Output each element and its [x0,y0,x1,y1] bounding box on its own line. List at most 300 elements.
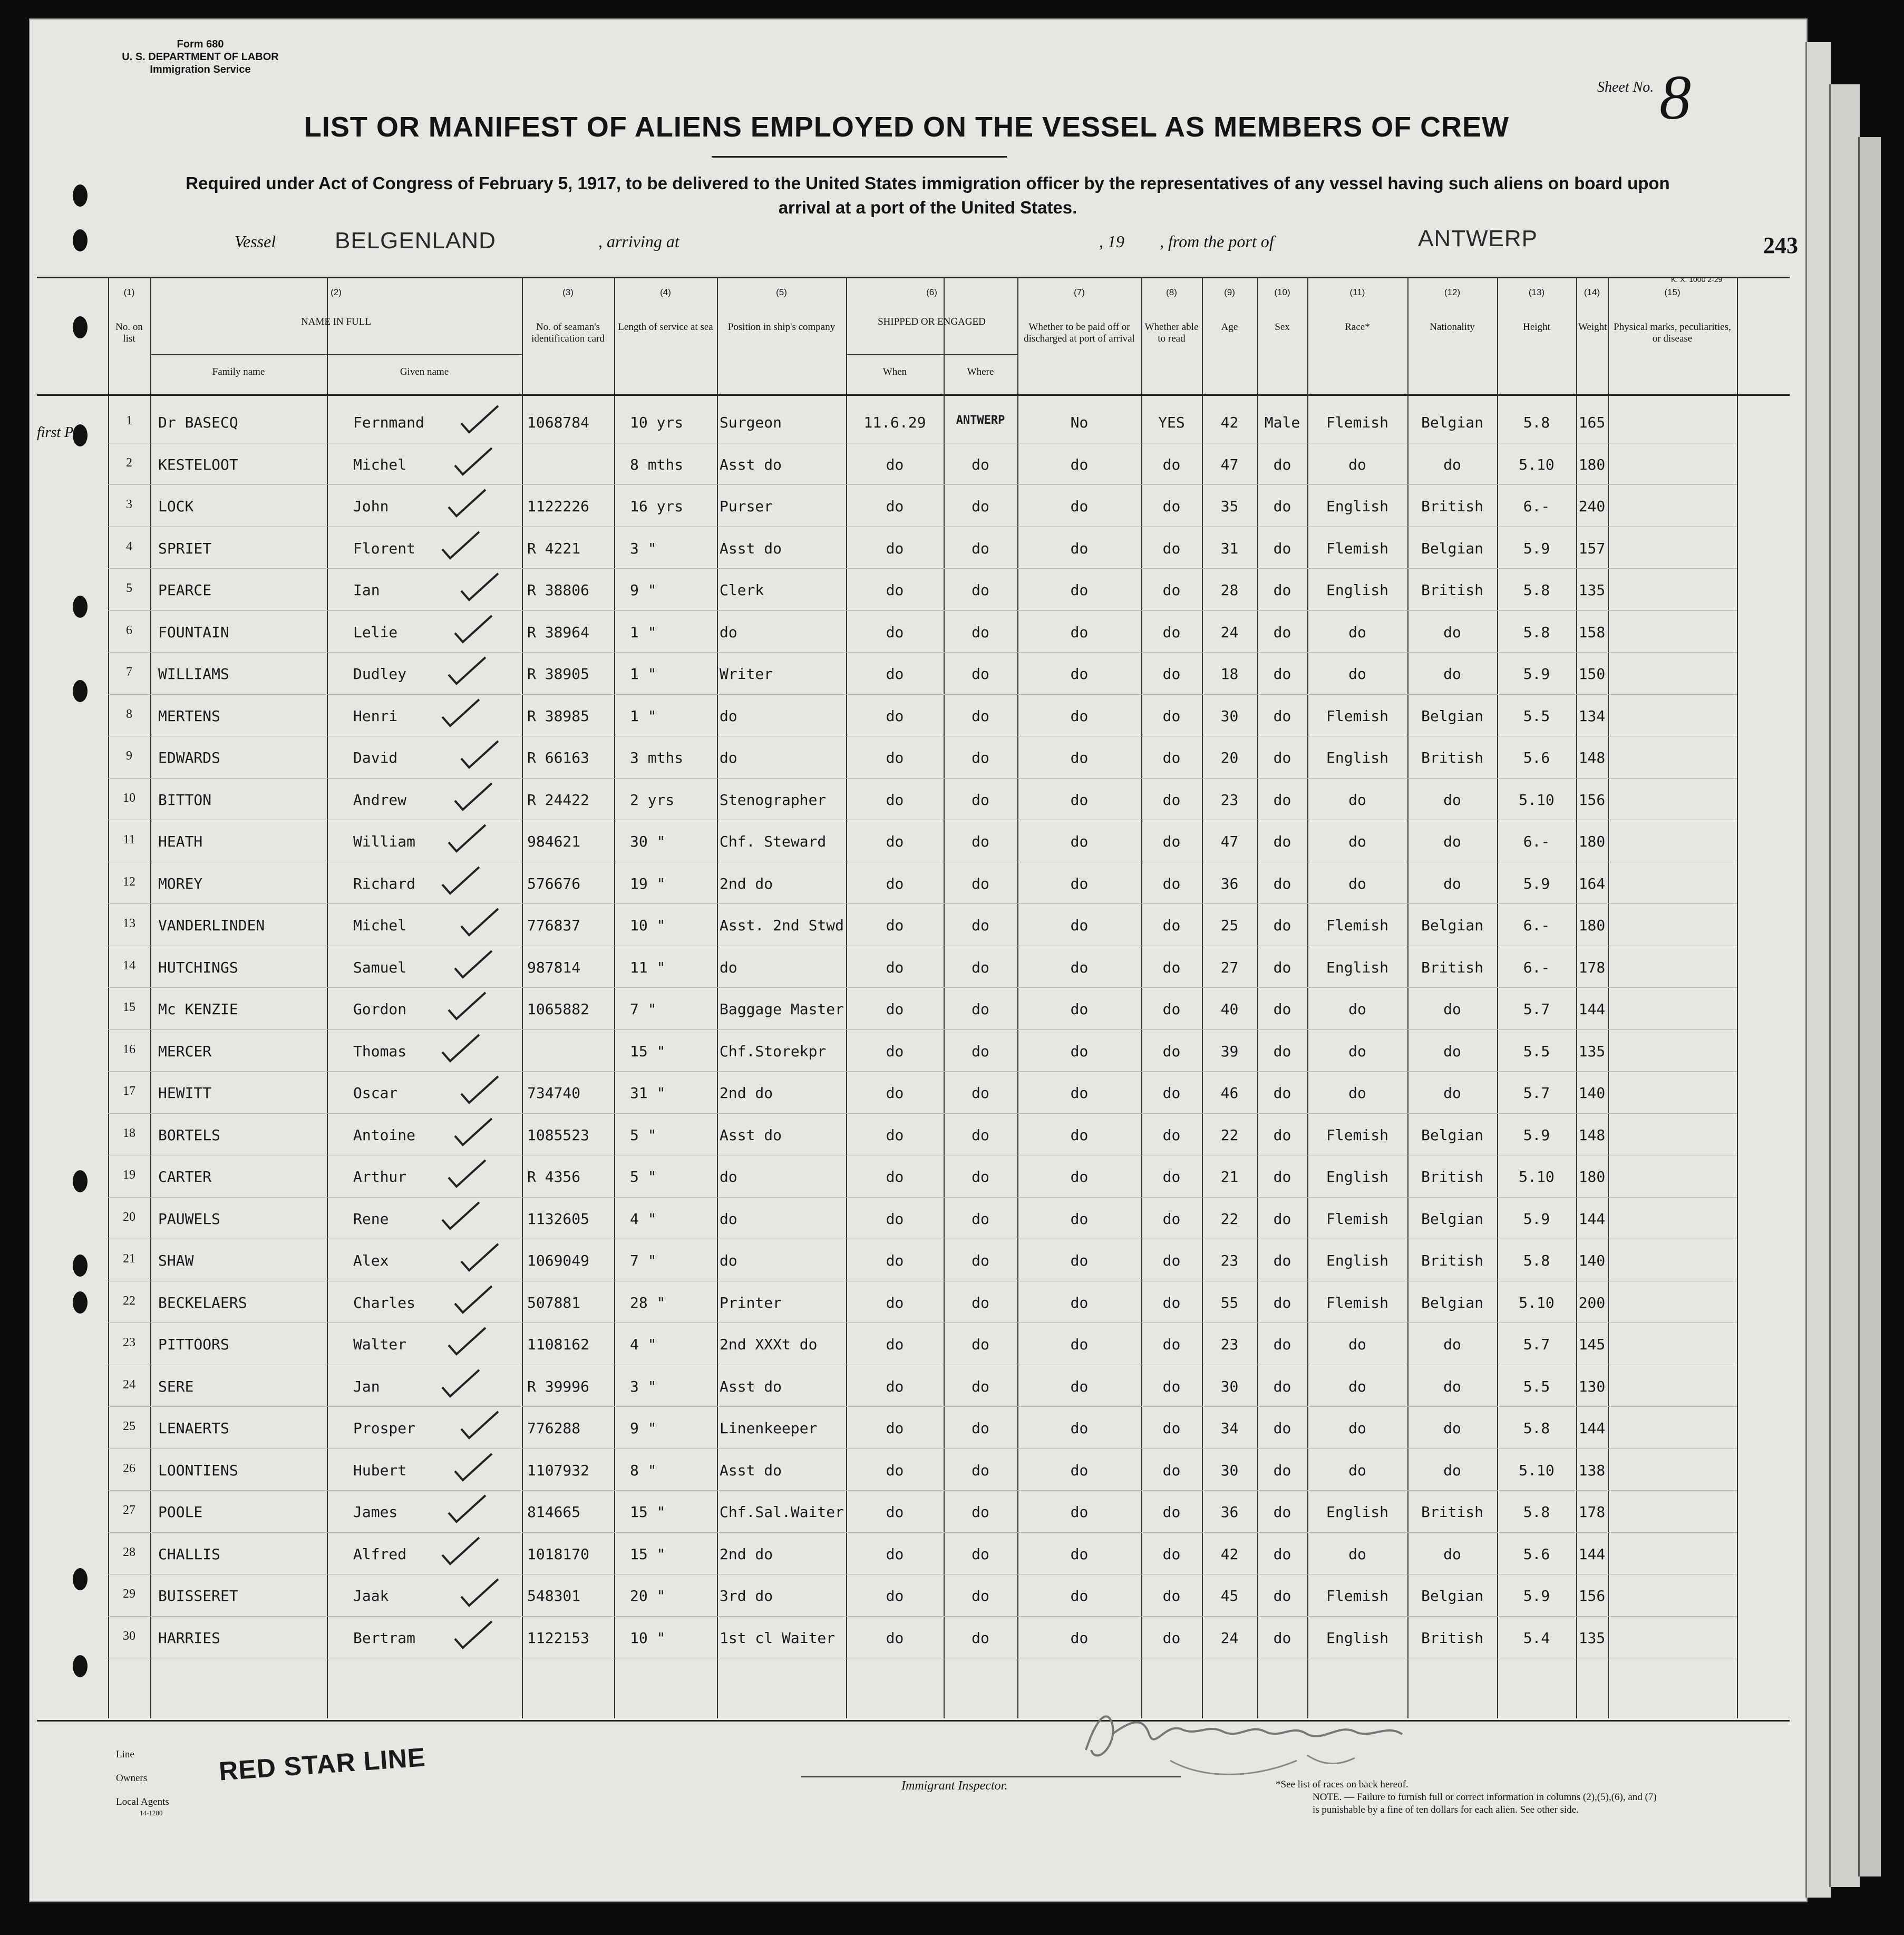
table-cell-sex: do [1273,1503,1291,1521]
table-cell-age: 21 [1220,1168,1239,1185]
table-cell-nationality: do [1443,1042,1461,1060]
table-cell-given: Prosper [353,1419,416,1437]
table-cell-where: do [972,958,989,976]
table-cell-where: do [972,707,989,725]
column-rule [846,277,847,1718]
table-cell-where: do [972,623,989,641]
table-cell-when: do [886,1377,904,1395]
table-cell-service: 10 " [630,1629,666,1647]
table-cell-family: CARTER [158,1168,212,1185]
check-mark-icon [440,697,482,728]
check-mark-icon [446,1158,488,1189]
table-cell-race: English [1326,1503,1388,1521]
table-cell-sex: do [1273,749,1291,766]
table-cell-family: EDWARDS [158,749,221,766]
table-cell-read: do [1162,917,1181,934]
table-cell-given: Jan [353,1377,380,1395]
table-cell-card: 987814 [527,958,581,976]
table-cell-where: do [972,1210,989,1228]
table-cell-sex: do [1273,1419,1291,1437]
table-cell-age: 18 [1220,665,1239,683]
table-cell-read: do [1162,665,1181,683]
table-cell-race: do [1348,1461,1366,1479]
table-cell-no: 10 [123,791,135,805]
table-cell-position: Linenkeeper [720,1419,818,1437]
table-cell-family: WILLIAMS [158,665,229,683]
table-cell-sex: do [1273,1000,1291,1018]
column-number: (12) [1444,287,1461,297]
table-cell-race: do [1348,874,1366,892]
table-cell-service: 8 " [630,1461,657,1479]
check-mark-icon [459,738,501,770]
table-cell-family: PAUWELS [158,1210,221,1228]
table-cell-given: Walter [353,1336,407,1353]
table-cell-card: R 39996 [527,1377,590,1395]
column-rule [1497,277,1498,1718]
table-cell-paid: do [1070,455,1089,473]
table-cell-given: Alfred [353,1545,407,1563]
table-cell-height: 6.- [1523,498,1550,515]
table-cell-read: do [1162,1168,1181,1185]
table-cell-service: 7 " [630,1000,657,1018]
table-cell-age: 20 [1220,749,1239,766]
row-rule [108,568,1737,569]
table-cell-where: do [972,1126,989,1144]
table-cell-when: do [886,665,904,683]
table-cell-where: do [972,1042,989,1060]
table-cell-family: PEARCE [158,581,212,599]
table-cell-when: do [886,1000,904,1018]
table-cell-card: R 38806 [527,581,590,599]
check-mark-icon [446,822,488,854]
table-cell-service: 4 " [630,1336,657,1353]
table-cell-service: 30 " [630,833,666,850]
table-cell-service: 10 " [630,917,666,934]
table-cell-card: R 4221 [527,539,581,557]
row-rule [108,1197,1737,1198]
table-cell-sex: do [1273,1461,1291,1479]
table-cell-read: do [1162,1419,1181,1437]
table-cell-position: Surgeon [720,414,782,431]
table-cell-position: 2nd do [720,1084,773,1102]
table-cell-family: SPRIET [158,539,212,557]
table-cell-weight: 134 [1578,707,1606,725]
column-number: (4) [660,287,671,297]
row-rule [108,778,1737,779]
table-cell-sex: do [1273,707,1291,725]
table-cell-service: 1 " [630,707,657,725]
check-mark-icon [452,1619,494,1650]
table-cell-given: David [353,749,398,766]
table-cell-where: do [972,665,989,683]
stamp-number: 243 [1763,232,1798,258]
table-cell-given: Bertram [353,1629,416,1647]
table-cell-where: do [972,1252,989,1269]
table-cell-when: do [886,1084,904,1102]
table-cell-sex: do [1273,1210,1291,1228]
table-cell-position: Printer [720,1294,782,1311]
table-cell-family: VANDERLINDEN [158,917,265,934]
table-cell-read: do [1162,1587,1181,1605]
form-header-block [100,38,300,76]
check-mark-icon [440,864,482,896]
table-cell-where: do [972,1629,989,1647]
table-cell-paid: do [1070,707,1089,725]
column-rule [1202,277,1203,1718]
table-cell-when: do [886,539,904,557]
check-mark-icon [459,1074,501,1105]
table-cell-where: do [972,1294,989,1311]
column-number: (5) [776,287,787,297]
table-cell-height: 5.7 [1523,1336,1550,1353]
table-cell-age: 39 [1220,1042,1239,1060]
table-cell-when: do [886,707,904,725]
table-cell-family: LENAERTS [158,1419,229,1437]
check-mark-icon [452,445,494,477]
table-cell-no: 12 [123,874,135,889]
table-cell-given: Charles [353,1294,416,1311]
year-label: , 19 [1099,232,1124,251]
table-cell-nationality: do [1443,1336,1461,1353]
table-cell-nationality: Belgian [1421,1587,1483,1605]
table-cell-read: do [1162,455,1181,473]
table-cell-height: 5.5 [1523,1042,1550,1060]
table-cell-weight: 148 [1578,749,1606,766]
table-cell-card: R 38985 [527,707,590,725]
table-cell-family: HUTCHINGS [158,958,238,976]
table-cell-paid: do [1070,1587,1089,1605]
table-cell-paid: do [1070,833,1089,850]
subtitle-line-1: Required under Act of Congress of February 5, 1917, to be delivered to the United States immigration officer by the representatives of any vessel having such aliens on board upon [186,173,1670,193]
table-cell-nationality: do [1443,623,1461,641]
table-cell-position: 2nd do [720,1545,773,1563]
table-cell-age: 24 [1220,1629,1239,1647]
table-cell-family: BITTON [158,791,212,809]
table-cell-given: Hubert [353,1461,407,1479]
arriving-label: , arriving at [598,232,679,251]
table-cell-position: do [720,749,737,766]
table-cell-card: 1068784 [527,414,590,431]
table-cell-given: Antoine [353,1126,416,1144]
table-cell-nationality: do [1443,1461,1461,1479]
table-cell-family: BUISSERET [158,1587,238,1605]
table-cell-given: James [353,1503,398,1521]
table-cell-family: LOONTIENS [158,1461,238,1479]
column-rule [614,277,615,1718]
table-cell-height: 5.8 [1523,623,1550,641]
column-subheader: Where [967,366,994,377]
table-cell-no: 3 [126,498,132,511]
column-header: Whether able to read [1144,322,1199,344]
column-rule [1017,277,1018,1718]
column-header: Weight [1578,322,1607,333]
column-header: No. of seaman's identification card [531,322,605,344]
table-cell-sex: do [1273,958,1291,976]
row-rule [108,610,1737,611]
table-cell-nationality: do [1443,1377,1461,1395]
table-cell-sex: do [1273,1336,1291,1353]
table-cell-position: Purser [720,498,773,515]
check-mark-icon [459,571,501,602]
penalty-note-line-2: is punishable by a fine of ten dollars for each alien. See other side. [1313,1804,1579,1815]
table-cell-when: do [886,1126,904,1144]
table-cell-service: 2 yrs [630,791,675,809]
table-cell-paid: do [1070,1545,1089,1563]
table-cell-service: 3 " [630,1377,657,1395]
table-cell-no: 7 [126,665,132,679]
table-cell-height: 5.8 [1523,1503,1550,1521]
table-cell-when: do [886,1168,904,1185]
table-cell-paid: do [1070,1084,1089,1102]
table-cell-weight: 135 [1578,581,1606,599]
table-cell-paid: do [1070,1461,1089,1479]
table-cell-no: 14 [123,958,135,973]
table-cell-position: 3rd do [720,1587,773,1605]
table-cell-height: 5.9 [1523,1587,1550,1605]
table-cell-height: 5.10 [1519,1461,1555,1479]
table-cell-where: do [972,455,989,473]
table-cell-where: do [972,1168,989,1185]
table-cell-family: LOCK [158,498,194,515]
table-cell-family: HARRIES [158,1629,221,1647]
table-cell-read: do [1162,1084,1181,1102]
table-cell-given: Richard [353,874,416,892]
check-mark-icon [459,403,501,435]
table-cell-paid: do [1070,1252,1089,1269]
table-cell-weight: 165 [1578,414,1606,431]
column-header: Height [1523,322,1550,333]
table-cell-where: do [972,539,989,557]
table-cell-paid: do [1070,1503,1089,1521]
table-cell-service: 1 " [630,665,657,683]
table-cell-when: do [886,1210,904,1228]
table-cell-race: do [1348,665,1366,683]
table-cell-nationality: Belgian [1421,707,1483,725]
row-rule [108,1532,1737,1533]
table-cell-sex: do [1273,874,1291,892]
table-cell-service: 9 " [630,581,657,599]
table-cell-read: do [1162,791,1181,809]
sheet-label: Sheet No. [1597,79,1654,95]
table-cell-service: 16 yrs [630,498,684,515]
table-cell-family: HEWITT [158,1084,212,1102]
table-cell-service: 15 " [630,1545,666,1563]
table-cell-service: 4 " [630,1210,657,1228]
table-cell-no: 30 [123,1629,135,1643]
table-cell-read: do [1162,833,1181,850]
table-cell-age: 30 [1220,707,1239,725]
inspector-label: Immigrant Inspector. [901,1779,1008,1793]
table-cell-no: 22 [123,1294,135,1308]
table-cell-height: 5.6 [1523,1545,1550,1563]
table-cell-height: 6.- [1523,958,1550,976]
table-cell-height: 5.7 [1523,1084,1550,1102]
column-rule [1608,277,1609,1718]
table-cell-no: 15 [123,1000,135,1014]
column-number: (6) [926,287,937,297]
table-cell-no: 5 [126,581,132,595]
vessel-label: Vessel [235,232,276,251]
column-header: Physical marks, peculiarities, or disease [1614,322,1731,344]
column-rule [944,277,945,1718]
table-cell-weight: 200 [1578,1294,1606,1311]
table-cell-race: Flemish [1326,1210,1388,1228]
table-cell-weight: 156 [1578,791,1606,809]
table-cell-no: 8 [126,707,132,721]
table-cell-read: do [1162,1377,1181,1395]
table-cell-sex: Male [1264,414,1300,431]
table-cell-position: Baggage Master [720,1000,844,1018]
table-cell-height: 5.8 [1523,1252,1550,1269]
table-cell-age: 47 [1220,455,1239,473]
table-cell-when: do [886,749,904,766]
check-mark-icon [446,487,488,519]
table-cell-read: do [1162,498,1181,515]
column-rule [108,277,109,1718]
table-cell-race: Flemish [1326,1587,1388,1605]
table-cell-card: 507881 [527,1294,581,1311]
table-cell-position: Asst do [720,539,782,557]
table-cell-age: 42 [1220,1545,1239,1563]
column-rule [522,277,523,1718]
table-cell-nationality: Belgian [1421,1126,1483,1144]
column-number: (15) [1664,287,1680,297]
table-cell-card: 1122226 [527,498,590,515]
table-cell-sex: do [1273,623,1291,641]
table-cell-sex: do [1273,498,1291,515]
table-cell-where: do [972,1377,989,1395]
table-cell-paid: do [1070,1629,1089,1647]
column-number: (2) [331,287,342,297]
table-cell-no: 26 [123,1461,135,1475]
table-cell-read: do [1162,958,1181,976]
table-cell-weight: 180 [1578,1168,1606,1185]
table-cell-paid: do [1070,665,1089,683]
table-cell-sex: do [1273,1294,1291,1311]
table-cell-family: Dr BASECQ [158,414,238,431]
table-cell-nationality: do [1443,1419,1461,1437]
table-cell-card: 1085523 [527,1126,590,1144]
table-cell-weight: 178 [1578,1503,1606,1521]
table-cell-weight: 240 [1578,498,1606,515]
table-cell-race: do [1348,1336,1366,1353]
table-cell-read: do [1162,1503,1181,1521]
table-cell-race: do [1348,1377,1366,1395]
table-cell-height: 6.- [1523,917,1550,934]
table-cell-read: do [1162,539,1181,557]
table-cell-where: do [972,1461,989,1479]
table-cell-position: Stenographer [720,791,827,809]
column-rule [150,277,151,1718]
table-cell-age: 36 [1220,874,1239,892]
table-cell-weight: 158 [1578,623,1606,641]
table-cell-age: 36 [1220,1503,1239,1521]
check-mark-icon [452,1451,494,1483]
table-cell-where: do [972,498,989,515]
races-note: *See list of races on back hereof. [1276,1779,1408,1790]
table-cell-family: SHAW [158,1252,194,1269]
table-cell-age: 22 [1220,1210,1239,1228]
column-header: Length of service at sea [618,322,713,333]
column-rule [1737,277,1738,1718]
table-cell-position: do [720,623,737,641]
table-cell-no: 21 [123,1252,135,1266]
sheet-number: 8 [1659,62,1691,132]
table-cell-card: 1132605 [527,1210,590,1228]
table-cell-when: do [886,1629,904,1647]
table-cell-service: 8 mths [630,455,684,473]
table-cell-weight: 156 [1578,1587,1606,1605]
table-cell-age: 23 [1220,791,1239,809]
table-cell-age: 25 [1220,917,1239,934]
column-number: (1) [123,287,135,297]
check-mark-icon [446,1493,488,1524]
page-title: LIST OR MANIFEST OF ALIENS EMPLOYED ON THE VESSEL AS MEMBERS OF CREW [304,111,1510,143]
table-cell-paid: do [1070,1377,1089,1395]
table-cell-when: do [886,1503,904,1521]
table-cell-age: 46 [1220,1084,1239,1102]
column-rule [1257,277,1258,1718]
table-cell-read: do [1162,1126,1181,1144]
table-cell-service: 9 " [630,1419,657,1437]
table-cell-when: do [886,1587,904,1605]
table-cell-position: Asst. 2nd Stwd [720,917,844,934]
table-cell-read: do [1162,1294,1181,1311]
table-cell-race: English [1326,958,1388,976]
table-cell-position: do [720,1168,737,1185]
table-cell-service: 7 " [630,1252,657,1269]
table-cell-card: R 66163 [527,749,590,766]
owners-label: Owners [116,1773,148,1784]
table-cell-sex: do [1273,1252,1291,1269]
table-cell-age: 28 [1220,581,1239,599]
table-cell-height: 5.8 [1523,1419,1550,1437]
table-cell-family: CHALLIS [158,1545,221,1563]
column-number: (11) [1349,287,1365,297]
table-cell-where: do [972,1336,989,1353]
table-cell-no: 2 [126,455,132,470]
table-cell-nationality: British [1421,958,1483,976]
column-subheader: When [882,366,907,377]
column-number: (7) [1074,287,1085,297]
table-cell-family: MERTENS [158,707,221,725]
vessel-name: BELGENLAND [335,228,496,254]
binder-hole [73,229,88,251]
table-cell-paid: do [1070,874,1089,892]
table-cell-where: do [972,917,989,934]
table-cell-weight: 138 [1578,1461,1606,1479]
table-cell-height: 5.10 [1519,1294,1555,1311]
table-cell-position: Chf. Steward [720,833,827,850]
table-cell-weight: 135 [1578,1042,1606,1060]
table-cell-read: do [1162,1210,1181,1228]
table-cell-nationality: do [1443,1545,1461,1563]
column-header: Position in ship's company [727,322,836,333]
table-cell-weight: 140 [1578,1084,1606,1102]
table-cell-no: 16 [123,1042,135,1056]
table-cell-card: 1018170 [527,1545,590,1563]
table-cell-where: do [972,749,989,766]
table-cell-no: 20 [123,1210,135,1224]
table-cell-race: do [1348,791,1366,809]
table-cell-when: do [886,833,904,850]
table-cell-given: John [353,498,389,515]
table-cell-paid: do [1070,1210,1089,1228]
table-cell-given: Arthur [353,1168,407,1185]
table-cell-race: English [1326,749,1388,766]
row-rule [108,1616,1737,1617]
line-stamp: RED STAR LINE [218,1742,427,1786]
